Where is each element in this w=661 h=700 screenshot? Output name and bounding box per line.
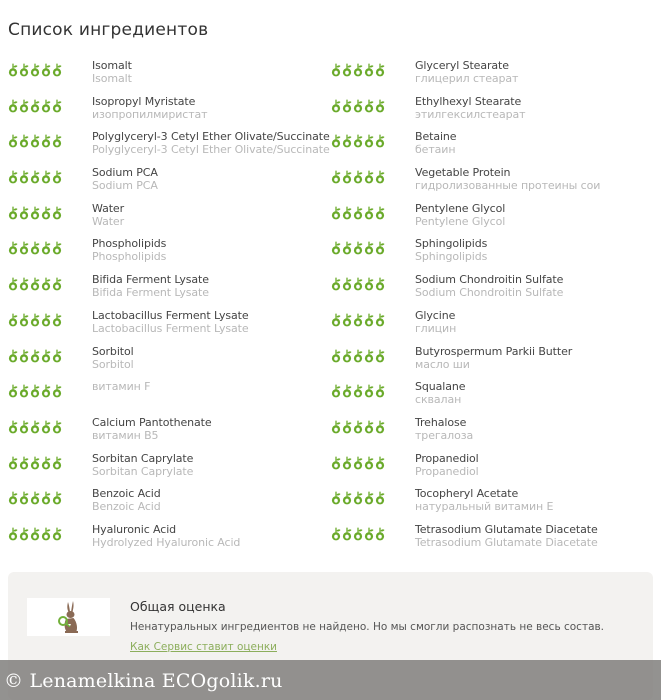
apple-rating-icon	[30, 384, 40, 398]
ingredient-name[interactable]: Glyceryl Stearate	[415, 59, 509, 72]
apple-rating-icon	[41, 63, 51, 77]
naturalness-rating	[8, 491, 62, 505]
naturalness-rating	[331, 99, 385, 113]
apple-rating-icon	[364, 456, 374, 470]
ingredient-names	[415, 380, 465, 406]
ingredient-alt-name: Propanediol	[415, 464, 479, 478]
apple-rating-icon	[342, 277, 352, 291]
apple-rating-icon	[342, 527, 352, 541]
apple-rating-icon	[19, 241, 29, 255]
apple-rating-icon	[331, 527, 341, 541]
ingredient-names	[415, 95, 525, 121]
ingredient-name[interactable]: Calcium Pantothenate	[92, 415, 212, 429]
apple-rating-icon	[353, 349, 363, 363]
ingredient-name[interactable]: Tocopheryl Acetate	[415, 487, 519, 501]
apple-rating-icon	[19, 491, 29, 505]
apple-rating-icon	[342, 170, 352, 184]
apple-rating-icon	[342, 206, 352, 220]
naturalness-rating	[8, 313, 62, 327]
naturalness-rating	[331, 349, 385, 363]
apple-rating-icon	[30, 456, 40, 470]
apple-rating-icon	[353, 384, 363, 398]
apple-rating-icon	[8, 420, 18, 434]
ingredient-alt-name: бетаин	[415, 143, 456, 157]
ingredient-name[interactable]: Squalane	[415, 380, 466, 394]
apple-rating-icon	[342, 420, 352, 434]
naturalness-rating	[331, 527, 385, 541]
apple-rating-icon	[41, 527, 51, 541]
ingredient-names	[92, 452, 193, 478]
ingredient-name[interactable]: Isopropyl Myristate	[92, 94, 196, 108]
apple-rating-icon	[30, 527, 40, 541]
apple-rating-icon	[41, 206, 51, 220]
ingredient-alt-name: трегалоза	[415, 428, 474, 442]
overall-rating-text: Ненатуральных ингредиентов не найдено. Но мы смогли распознать не весь состав.	[130, 621, 605, 633]
apple-rating-icon	[342, 349, 352, 363]
rabbit-magnifier-icon	[55, 600, 83, 634]
apple-rating-icon	[8, 63, 18, 77]
apple-rating-icon	[375, 206, 385, 220]
apple-rating-icon	[353, 241, 363, 255]
ingredient-alt-name: Sodium Chondroitin Sulfate	[415, 286, 564, 300]
ingredient-names	[415, 309, 456, 335]
apple-rating-icon	[364, 527, 374, 541]
watermark-bar	[0, 660, 661, 700]
apple-rating-icon	[375, 63, 385, 77]
apple-rating-icon	[52, 277, 62, 291]
ingredient-name[interactable]: Polyglyceryl-3 Cetyl Ether Olivate/Succinate	[92, 130, 330, 144]
apple-rating-icon	[19, 134, 29, 148]
ingredient-alt-name: Isomalt	[92, 72, 132, 85]
apple-rating-icon	[19, 170, 29, 184]
apple-rating-icon	[19, 456, 29, 470]
ingredient-names	[415, 59, 518, 85]
ingredient-alt-name: Water	[92, 214, 125, 228]
apple-rating-icon	[331, 206, 341, 220]
ingredient-names	[415, 345, 572, 371]
naturalness-rating	[8, 134, 62, 148]
naturalness-rating	[331, 456, 385, 470]
apple-rating-icon	[41, 170, 51, 184]
apple-rating-icon	[375, 241, 385, 255]
ingredient-alt-name: витамин B5	[92, 428, 159, 442]
apple-rating-icon	[19, 277, 29, 291]
ingredient-names	[92, 380, 150, 393]
apple-rating-icon	[41, 456, 51, 470]
rating-logo	[27, 598, 110, 636]
apple-rating-icon	[52, 420, 62, 434]
apple-rating-icon	[8, 491, 18, 505]
apple-rating-icon	[375, 527, 385, 541]
apple-rating-icon	[52, 134, 62, 148]
apple-rating-icon	[342, 134, 352, 148]
apple-rating-icon	[30, 206, 40, 220]
apple-rating-icon	[19, 349, 29, 363]
apple-rating-icon	[30, 99, 40, 113]
ingredient-names	[415, 273, 563, 299]
ingredient-names	[92, 237, 166, 263]
apple-rating-icon	[353, 313, 363, 327]
ingredient-alt-name: гидролизованные протеины сои	[415, 179, 601, 193]
ingredient-names	[415, 130, 456, 156]
ingredient-name[interactable]: Sorbitan Caprylate	[92, 451, 194, 465]
apple-rating-icon	[331, 277, 341, 291]
ingredient-names	[92, 95, 208, 121]
apple-rating-icon	[375, 420, 385, 434]
apple-rating-icon	[41, 134, 51, 148]
apple-rating-icon	[375, 491, 385, 505]
apple-rating-icon	[41, 420, 51, 434]
ingredient-names	[92, 416, 212, 442]
ingredient-names	[415, 523, 598, 549]
ingredient-name[interactable]: Bifida Ferment Lysate	[92, 273, 209, 287]
ingredient-alt-name: Pentylene Glycol	[415, 214, 506, 228]
apple-rating-icon	[342, 63, 352, 77]
ingredient-name[interactable]: Sodium Chondroitin Sulfate	[415, 273, 564, 287]
apple-rating-icon	[353, 456, 363, 470]
ingredient-names	[92, 59, 132, 85]
naturalness-rating	[8, 527, 62, 541]
naturalness-rating	[8, 420, 62, 434]
apple-rating-icon	[331, 491, 341, 505]
apple-rating-icon	[19, 206, 29, 220]
ingredient-name[interactable]: Glycine	[415, 308, 456, 322]
ingredient-alt-name: Sodium PCA	[92, 179, 158, 193]
apple-rating-icon	[30, 170, 40, 184]
apple-rating-icon	[52, 384, 62, 398]
apple-rating-icon	[30, 313, 40, 327]
ingredient-alt-name: Polyglyceryl-3 Cetyl Ether Olivate/Succinate	[92, 143, 330, 157]
naturalness-rating	[331, 206, 385, 220]
apple-rating-icon	[30, 491, 40, 505]
apple-rating-icon	[364, 63, 374, 77]
apple-rating-icon	[41, 241, 51, 255]
apple-rating-icon	[41, 491, 51, 505]
ingredient-alt-name: глицин	[415, 321, 457, 335]
apple-rating-icon	[364, 384, 374, 398]
apple-rating-icon	[8, 241, 18, 255]
apple-rating-icon	[41, 277, 51, 291]
ingredient-alt-name: Bifida Ferment Lysate	[92, 286, 209, 300]
ingredient-names	[415, 166, 600, 192]
apple-rating-icon	[353, 527, 363, 541]
overall-rating-title: Общая оценка	[130, 599, 226, 614]
ingredient-alt-name: глицерил стеарат	[415, 72, 519, 85]
apple-rating-icon	[353, 99, 363, 113]
ingredient-name[interactable]: Tetrasodium Glutamate Diacetate	[415, 522, 598, 536]
apple-rating-icon	[353, 277, 363, 291]
apple-rating-icon	[52, 313, 62, 327]
apple-rating-icon	[375, 134, 385, 148]
ingredient-names	[92, 345, 134, 371]
naturalness-rating	[331, 420, 385, 434]
apple-rating-icon	[8, 384, 18, 398]
apple-rating-icon	[8, 99, 18, 113]
apple-rating-icon	[342, 313, 352, 327]
naturalness-rating	[8, 277, 62, 291]
apple-rating-icon	[30, 277, 40, 291]
apple-rating-icon	[364, 491, 374, 505]
apple-rating-icon	[30, 134, 40, 148]
ingredient-names	[415, 237, 487, 263]
apple-rating-icon	[342, 99, 352, 113]
ingredient-name[interactable]: Sodium PCA	[92, 166, 158, 180]
apple-rating-icon	[331, 241, 341, 255]
ingredient-name[interactable]: Sphingolipids	[415, 237, 488, 251]
apple-rating-icon	[331, 420, 341, 434]
naturalness-rating	[331, 170, 385, 184]
ingredient-name[interactable]: Betaine	[415, 130, 457, 144]
naturalness-rating	[8, 349, 62, 363]
ingredient-names	[92, 273, 209, 299]
apple-rating-icon	[41, 349, 51, 363]
apple-rating-icon	[41, 99, 51, 113]
ingredient-alt-name: масло ши	[415, 357, 470, 371]
ingredient-names	[92, 487, 161, 513]
apple-rating-icon	[8, 456, 18, 470]
naturalness-rating	[331, 63, 385, 77]
apple-rating-icon	[8, 170, 18, 184]
ingredient-name[interactable]: Ethylhexyl Stearate	[415, 94, 522, 108]
ingredient-name[interactable]: Trehalose	[415, 415, 467, 429]
naturalness-rating	[331, 277, 385, 291]
ingredient-alt-name: натуральный витамин E	[415, 500, 554, 514]
apple-rating-icon	[331, 134, 341, 148]
ingredient-name[interactable]: Propanediol	[415, 451, 479, 465]
ingredient-name[interactable]: Isomalt	[92, 59, 132, 72]
apple-rating-icon	[52, 349, 62, 363]
apple-rating-icon	[52, 170, 62, 184]
naturalness-rating	[331, 313, 385, 327]
apple-rating-icon	[375, 277, 385, 291]
apple-rating-icon	[353, 170, 363, 184]
watermark-text: © Lenamelkina ECOgolik.ru	[4, 670, 283, 692]
apple-rating-icon	[364, 277, 374, 291]
ingredient-name[interactable]: Sorbitol	[92, 344, 134, 358]
ingredient-names	[415, 416, 473, 442]
ingredient-names	[415, 202, 505, 228]
apple-rating-icon	[353, 206, 363, 220]
ingredient-alt-name: Lactobacillus Ferment Lysate	[92, 321, 249, 335]
naturalness-rating	[8, 206, 62, 220]
apple-rating-icon	[52, 63, 62, 77]
ingredient-names	[415, 452, 479, 478]
naturalness-rating	[331, 384, 385, 398]
naturalness-rating	[8, 241, 62, 255]
naturalness-rating	[8, 170, 62, 184]
apple-rating-icon	[52, 99, 62, 113]
apple-rating-icon	[331, 384, 341, 398]
apple-rating-icon	[52, 241, 62, 255]
apple-rating-icon	[19, 63, 29, 77]
apple-rating-icon	[364, 99, 374, 113]
apple-rating-icon	[364, 420, 374, 434]
naturalness-rating	[331, 491, 385, 505]
apple-rating-icon	[364, 349, 374, 363]
apple-rating-icon	[364, 170, 374, 184]
ingredient-name[interactable]: Water	[92, 201, 125, 215]
ingredient-names	[92, 166, 158, 192]
ingredient-alt-name: изопропилмиристат	[92, 107, 208, 121]
naturalness-rating	[8, 99, 62, 113]
apple-rating-icon	[41, 384, 51, 398]
apple-rating-icon	[353, 134, 363, 148]
apple-rating-icon	[342, 456, 352, 470]
apple-rating-icon	[375, 170, 385, 184]
apple-rating-icon	[353, 491, 363, 505]
apple-rating-icon	[375, 456, 385, 470]
ingredient-alt-name: этилгексилстеарат	[415, 107, 526, 121]
ingredient-names	[92, 309, 249, 335]
apple-rating-icon	[331, 349, 341, 363]
apple-rating-icon	[331, 63, 341, 77]
apple-rating-icon	[19, 527, 29, 541]
ingredient-name[interactable]: Pentylene Glycol	[415, 201, 506, 215]
ingredient-name[interactable]: Lactobacillus Ferment Lysate	[92, 308, 249, 322]
apple-rating-icon	[8, 313, 18, 327]
ingredient-name[interactable]: Benzoic Acid	[92, 487, 161, 501]
ingredient-alt-name: Benzoic Acid	[92, 500, 161, 514]
apple-rating-icon	[331, 170, 341, 184]
apple-rating-icon	[331, 313, 341, 327]
apple-rating-icon	[19, 384, 29, 398]
apple-rating-icon	[8, 206, 18, 220]
ingredient-name[interactable]: Hyaluronic Acid	[92, 522, 177, 536]
naturalness-rating	[331, 134, 385, 148]
apple-rating-icon	[30, 63, 40, 77]
apple-rating-icon	[375, 384, 385, 398]
apple-rating-icon	[52, 206, 62, 220]
apple-rating-icon	[375, 313, 385, 327]
apple-rating-icon	[353, 63, 363, 77]
apple-rating-icon	[342, 241, 352, 255]
ingredient-name[interactable]: Phospholipids	[92, 237, 167, 251]
ingredient-alt-name: витамин F	[92, 380, 151, 394]
apple-rating-icon	[375, 349, 385, 363]
apple-rating-icon	[8, 527, 18, 541]
apple-rating-icon	[52, 491, 62, 505]
ingredient-names	[92, 523, 240, 549]
apple-rating-icon	[353, 420, 363, 434]
ingredient-alt-name: Phospholipids	[92, 250, 167, 264]
apple-rating-icon	[52, 456, 62, 470]
apple-rating-icon	[8, 277, 18, 291]
apple-rating-icon	[8, 349, 18, 363]
apple-rating-icon	[364, 313, 374, 327]
apple-rating-icon	[342, 491, 352, 505]
ingredient-alt-name: сквалан	[415, 393, 462, 407]
ingredient-alt-name: Sorbitan Caprylate	[92, 464, 194, 478]
apple-rating-icon	[30, 241, 40, 255]
apple-rating-icon	[52, 527, 62, 541]
apple-rating-icon	[19, 313, 29, 327]
apple-rating-icon	[342, 384, 352, 398]
apple-rating-icon	[364, 134, 374, 148]
naturalness-rating	[8, 63, 62, 77]
apple-rating-icon	[331, 456, 341, 470]
ingredient-name[interactable]: Vegetable Protein	[415, 166, 511, 180]
apple-rating-icon	[19, 420, 29, 434]
apple-rating-icon	[19, 99, 29, 113]
ingredient-name[interactable]: Butyrospermum Parkii Butter	[415, 344, 573, 358]
naturalness-rating	[331, 241, 385, 255]
ingredient-names	[92, 202, 124, 228]
apple-rating-icon	[364, 206, 374, 220]
apple-rating-icon	[30, 420, 40, 434]
apple-rating-icon	[364, 241, 374, 255]
how-service-rates-link[interactable]: Как Сервис ставит оценки	[130, 641, 277, 653]
ingredient-alt-name: Hydrolyzed Hyaluronic Acid	[92, 535, 241, 549]
ingredient-names	[92, 130, 330, 156]
naturalness-rating	[8, 456, 62, 470]
apple-rating-icon	[30, 349, 40, 363]
apple-rating-icon	[331, 99, 341, 113]
apple-rating-icon	[8, 134, 18, 148]
apple-rating-icon	[375, 99, 385, 113]
ingredient-alt-name: Sorbitol	[92, 357, 134, 371]
ingredient-alt-name: Sphingolipids	[415, 250, 488, 264]
ingredient-alt-name: Tetrasodium Glutamate Diacetate	[415, 535, 598, 549]
page-title: Список ингредиентов	[8, 20, 209, 40]
naturalness-rating	[8, 384, 62, 398]
apple-rating-icon	[41, 313, 51, 327]
ingredient-names	[415, 487, 553, 513]
